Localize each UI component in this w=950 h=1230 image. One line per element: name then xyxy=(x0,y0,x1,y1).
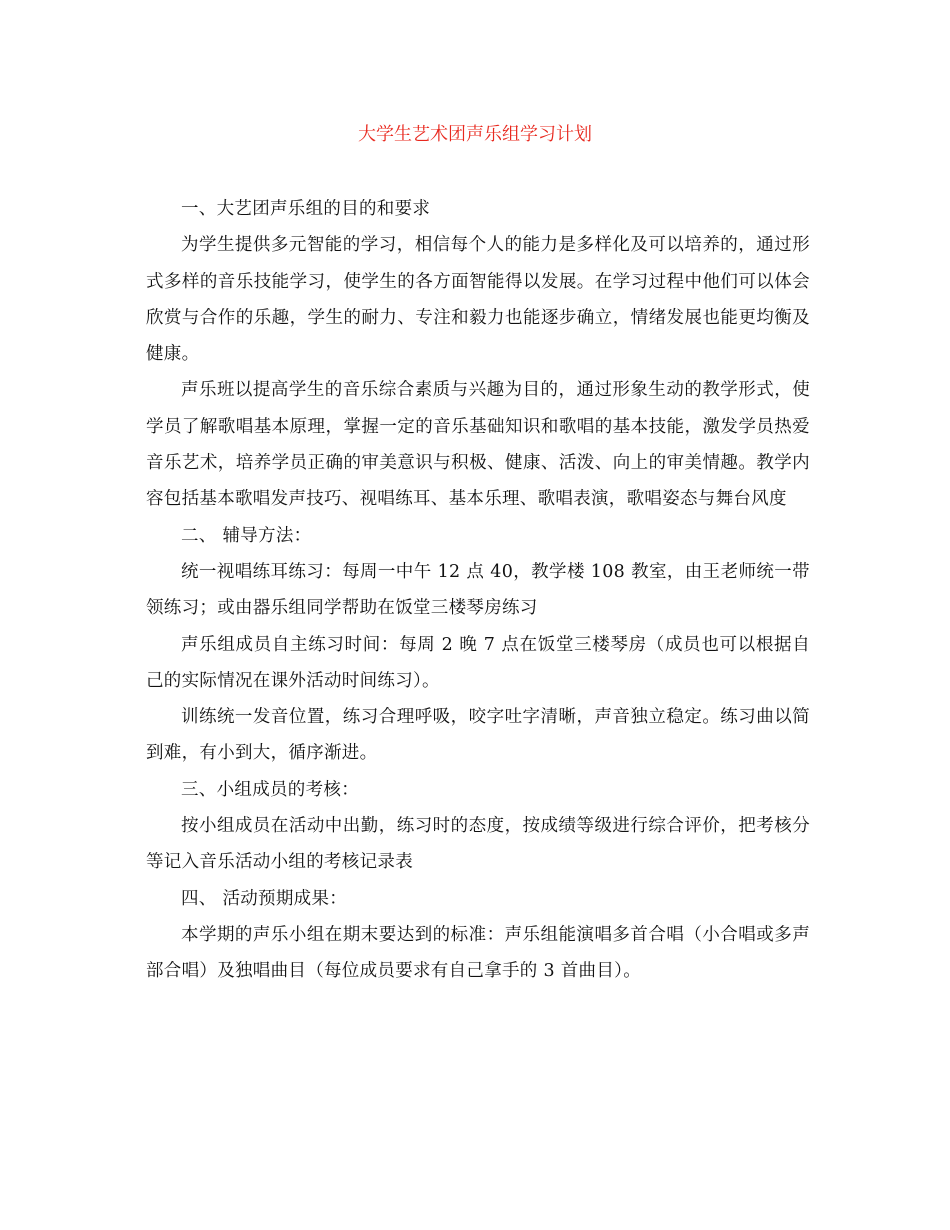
section-heading-3: 三、小组成员的考核： xyxy=(181,779,359,800)
paragraph-outcome: 本学期的声乐小组在期末要达到的标准：声乐组能演唱多首合唱（小合唱或多声部合唱）及独唱曲目（每位成员要求有自己拿手的 3 首曲目）。 xyxy=(146,924,810,982)
paragraph-purpose-1: 为学生提供多元智能的学习，相信每个人的能力是多样化及可以培养的，通过形式多样的音乐技能学习，使学生的各方面智能得以发展。在学习过程中他们可以体会欣赏与合作的乐趣，学生的耐力、专注和毅力也能逐步确立，情绪发展也能更均衡及健康。 xyxy=(146,235,810,365)
document-title: 大学生艺术团声乐组学习计划 xyxy=(358,124,592,145)
section-heading-1: 一、大艺团声乐组的目的和要求 xyxy=(181,199,431,219)
paragraph-method-2: 声乐组成员自主练习时间：每周 2 晚 7 点在饭堂三楼琴房（成员也可以根据自己的实际情况在课外活动时间练习）。 xyxy=(146,634,810,691)
section-heading-2: 二、 辅导方法： xyxy=(181,525,312,546)
document-body xyxy=(146,191,810,990)
section-heading-4: 四、 活动预期成果： xyxy=(181,888,348,909)
paragraph-assessment: 按小组成员在活动中出勤，练习时的态度，按成绩等级进行综合评价，把考核分等记入音乐活动小组的考核记录表 xyxy=(146,816,810,873)
paragraph-method-1: 统一视唱练耳练习：每周一中午 12 点 40，教学楼 108 教室，由王老师统一带领练习；或由器乐组同学帮助在饭堂三楼琴房练习 xyxy=(146,561,810,619)
paragraph-purpose-2: 声乐班以提高学生的音乐综合素质与兴趣为目的，通过形象生动的教学形式，使学员了解歌唱基本原理，掌握一定的音乐基础知识和歌唱的基本技能，激发学员热爱音乐艺术，培养学员正确的审美意识与积极、健康、活泼、向上的审美情趣。教学内容包括基本歌唱发声技巧、视唱练耳、基本乐理、歌唱表演，歌唱姿态与舞台风度 xyxy=(146,380,810,510)
paragraph-method-3: 训练统一发音位置，练习合理呼吸，咬字吐字清晰，声音独立稳定。练习曲以简到难，有小到大，循序渐进。 xyxy=(146,707,810,764)
